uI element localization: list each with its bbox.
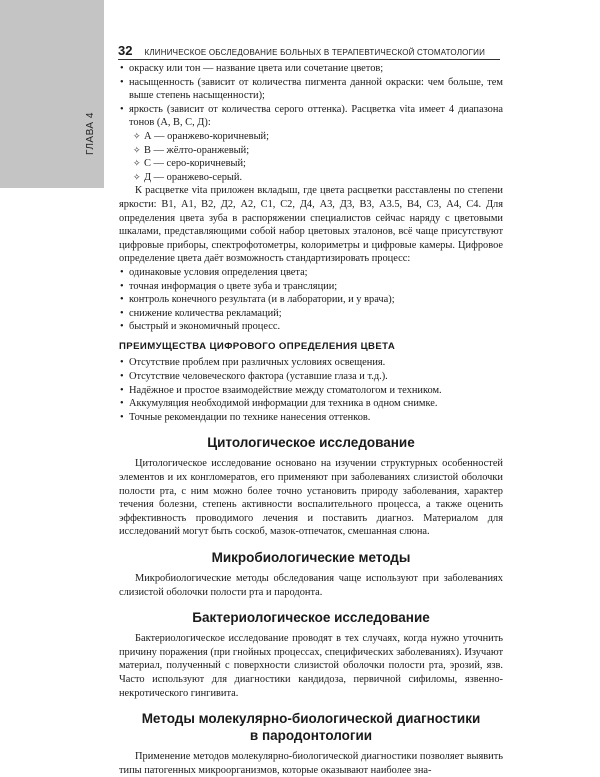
list-item: ✧ С — серо-коричневый; bbox=[133, 157, 503, 171]
cytology-paragraph: Цитологическое исследование основано на изучении структурных особенностей элементов и их конгломератов, его применяют при заболеваниях слизистой оболочки полости рта, с ним можно более точно установить природу заболевания, характер течения болезни, степень активности воспалительного процесса, а также оценить эффективность проводимого лечения и поставить диагноз. Материалом для исследований могут быть соскоб, мазок-отпечаток, смешанная слюна. bbox=[119, 458, 503, 538]
list-item: • яркость (зависит от количества серого оттенка). Расцветка vita имеет 4 диапазона тонов (А, В, С, Д): bbox=[119, 103, 503, 130]
bacteriology-paragraph: Бактериологическое исследование проводят в тех случаях, когда нужно уточнить причину поражения (при гнойных процессах, специфических заболеваниях). Изучают материал, полученный с поверхности слизистой оболочки полости рта, эрозий, язв. Часто используют для диагностики кандидоза, первичной сифиломы, язвенно-некротического гингивита. bbox=[119, 633, 503, 699]
list-item: • Отсутствие человеческого фактора (уставшие глаза и т.д.). bbox=[119, 370, 503, 384]
cytology-title: Цитологическое исследование bbox=[207, 435, 415, 451]
list-item: • точная информация о цвете зуба и трансляции; bbox=[119, 280, 503, 294]
chapter-label: ГЛАВА 4 bbox=[85, 112, 96, 155]
list-item: • окраску или тон — название цвета или сочетание цветов; bbox=[119, 62, 503, 76]
process-list bbox=[119, 266, 503, 334]
list-item: ✧ А — оранжево-коричневый; bbox=[133, 130, 503, 144]
list-item: ✧ В — жёлто-оранжевый; bbox=[133, 144, 503, 158]
vita-paragraph: К расцветке vita приложен вкладыш, где цвета расцветки расставлены по степени яркости: В1, А1, В2, Д2, А2, С1, С2, Д4, А3, Д3, В3, А3.5, В4, С3, А4, С4. Для определения цвета зуба в распоряжении специалистов сейчас наряду с цветовыми шкалами, представляющими собой набор цветовых эталонов, всё чаще присутствуют цифровые приборы, спектрофотометры, колориметры и цифровые камеры. Цифровое определение цвета даёт возможность стандартизировать процесс: bbox=[119, 185, 503, 265]
microbiology-title: Микробиологические методы bbox=[211, 550, 411, 565]
tone-list bbox=[119, 130, 503, 184]
list-item: • контроль конечного результата (и в лаборатории, и у врача); bbox=[119, 293, 503, 307]
list-item: • быстрый и экономичный процесс. bbox=[119, 320, 503, 334]
list-item: • Аккумуляция необходимой информации для техника в одном снимке. bbox=[119, 397, 503, 411]
list-item: • Надёжное и простое взаимодействие между стоматологом и техником. bbox=[119, 384, 503, 398]
color-properties-list bbox=[119, 62, 503, 130]
page-content bbox=[119, 62, 503, 777]
molecular-title-line-2: в пародонтологии bbox=[249, 728, 373, 744]
advantages-heading: ПРЕИМУЩЕСТВА ЦИФРОВОГО ОПРЕДЕЛЕНИЯ ЦВЕТА bbox=[119, 340, 396, 352]
molecular-paragraph: Применение методов молекулярно-биологической диагностики позволяет выявить типы патогенных микроорганизмов, которые оказывают наиболее зна- bbox=[119, 751, 503, 776]
list-item: ✧ Д — оранжево-серый. bbox=[133, 171, 503, 185]
list-item: • насыщенность (зависит от количества пигмента данной окраски: чем больше, тем выше степень насыщенности); bbox=[119, 76, 503, 103]
chapter-sidebar bbox=[0, 0, 104, 188]
list-item: • снижение количества рекламаций; bbox=[119, 307, 503, 321]
molecular-title bbox=[119, 710, 503, 744]
advantages-list bbox=[119, 356, 503, 424]
bacteriology-title: Бактериологическое исследование bbox=[192, 610, 430, 626]
list-item: • Отсутствие проблем при различных условиях освещения. bbox=[119, 356, 503, 370]
page-number: 32 bbox=[118, 43, 133, 58]
molecular-title-line-1: Методы молекулярно-биологической диагностики bbox=[141, 711, 481, 727]
microbiology-paragraph: Микробиологические методы обследования чаще используют при заболеваниях слизистой оболочки полости рта и пародонта. bbox=[119, 573, 503, 598]
list-item: • одинаковые условия определения цвета; bbox=[119, 266, 503, 280]
list-item: • Точные рекомендации по технике нанесения оттенков. bbox=[119, 411, 503, 425]
running-title: КЛИНИЧЕСКОЕ ОБСЛЕДОВАНИЕ БОЛЬНЫХ В ТЕРАПЕВТИЧЕСКОЙ СТОМАТОЛОГИИ bbox=[144, 48, 486, 57]
page-header bbox=[118, 43, 500, 60]
